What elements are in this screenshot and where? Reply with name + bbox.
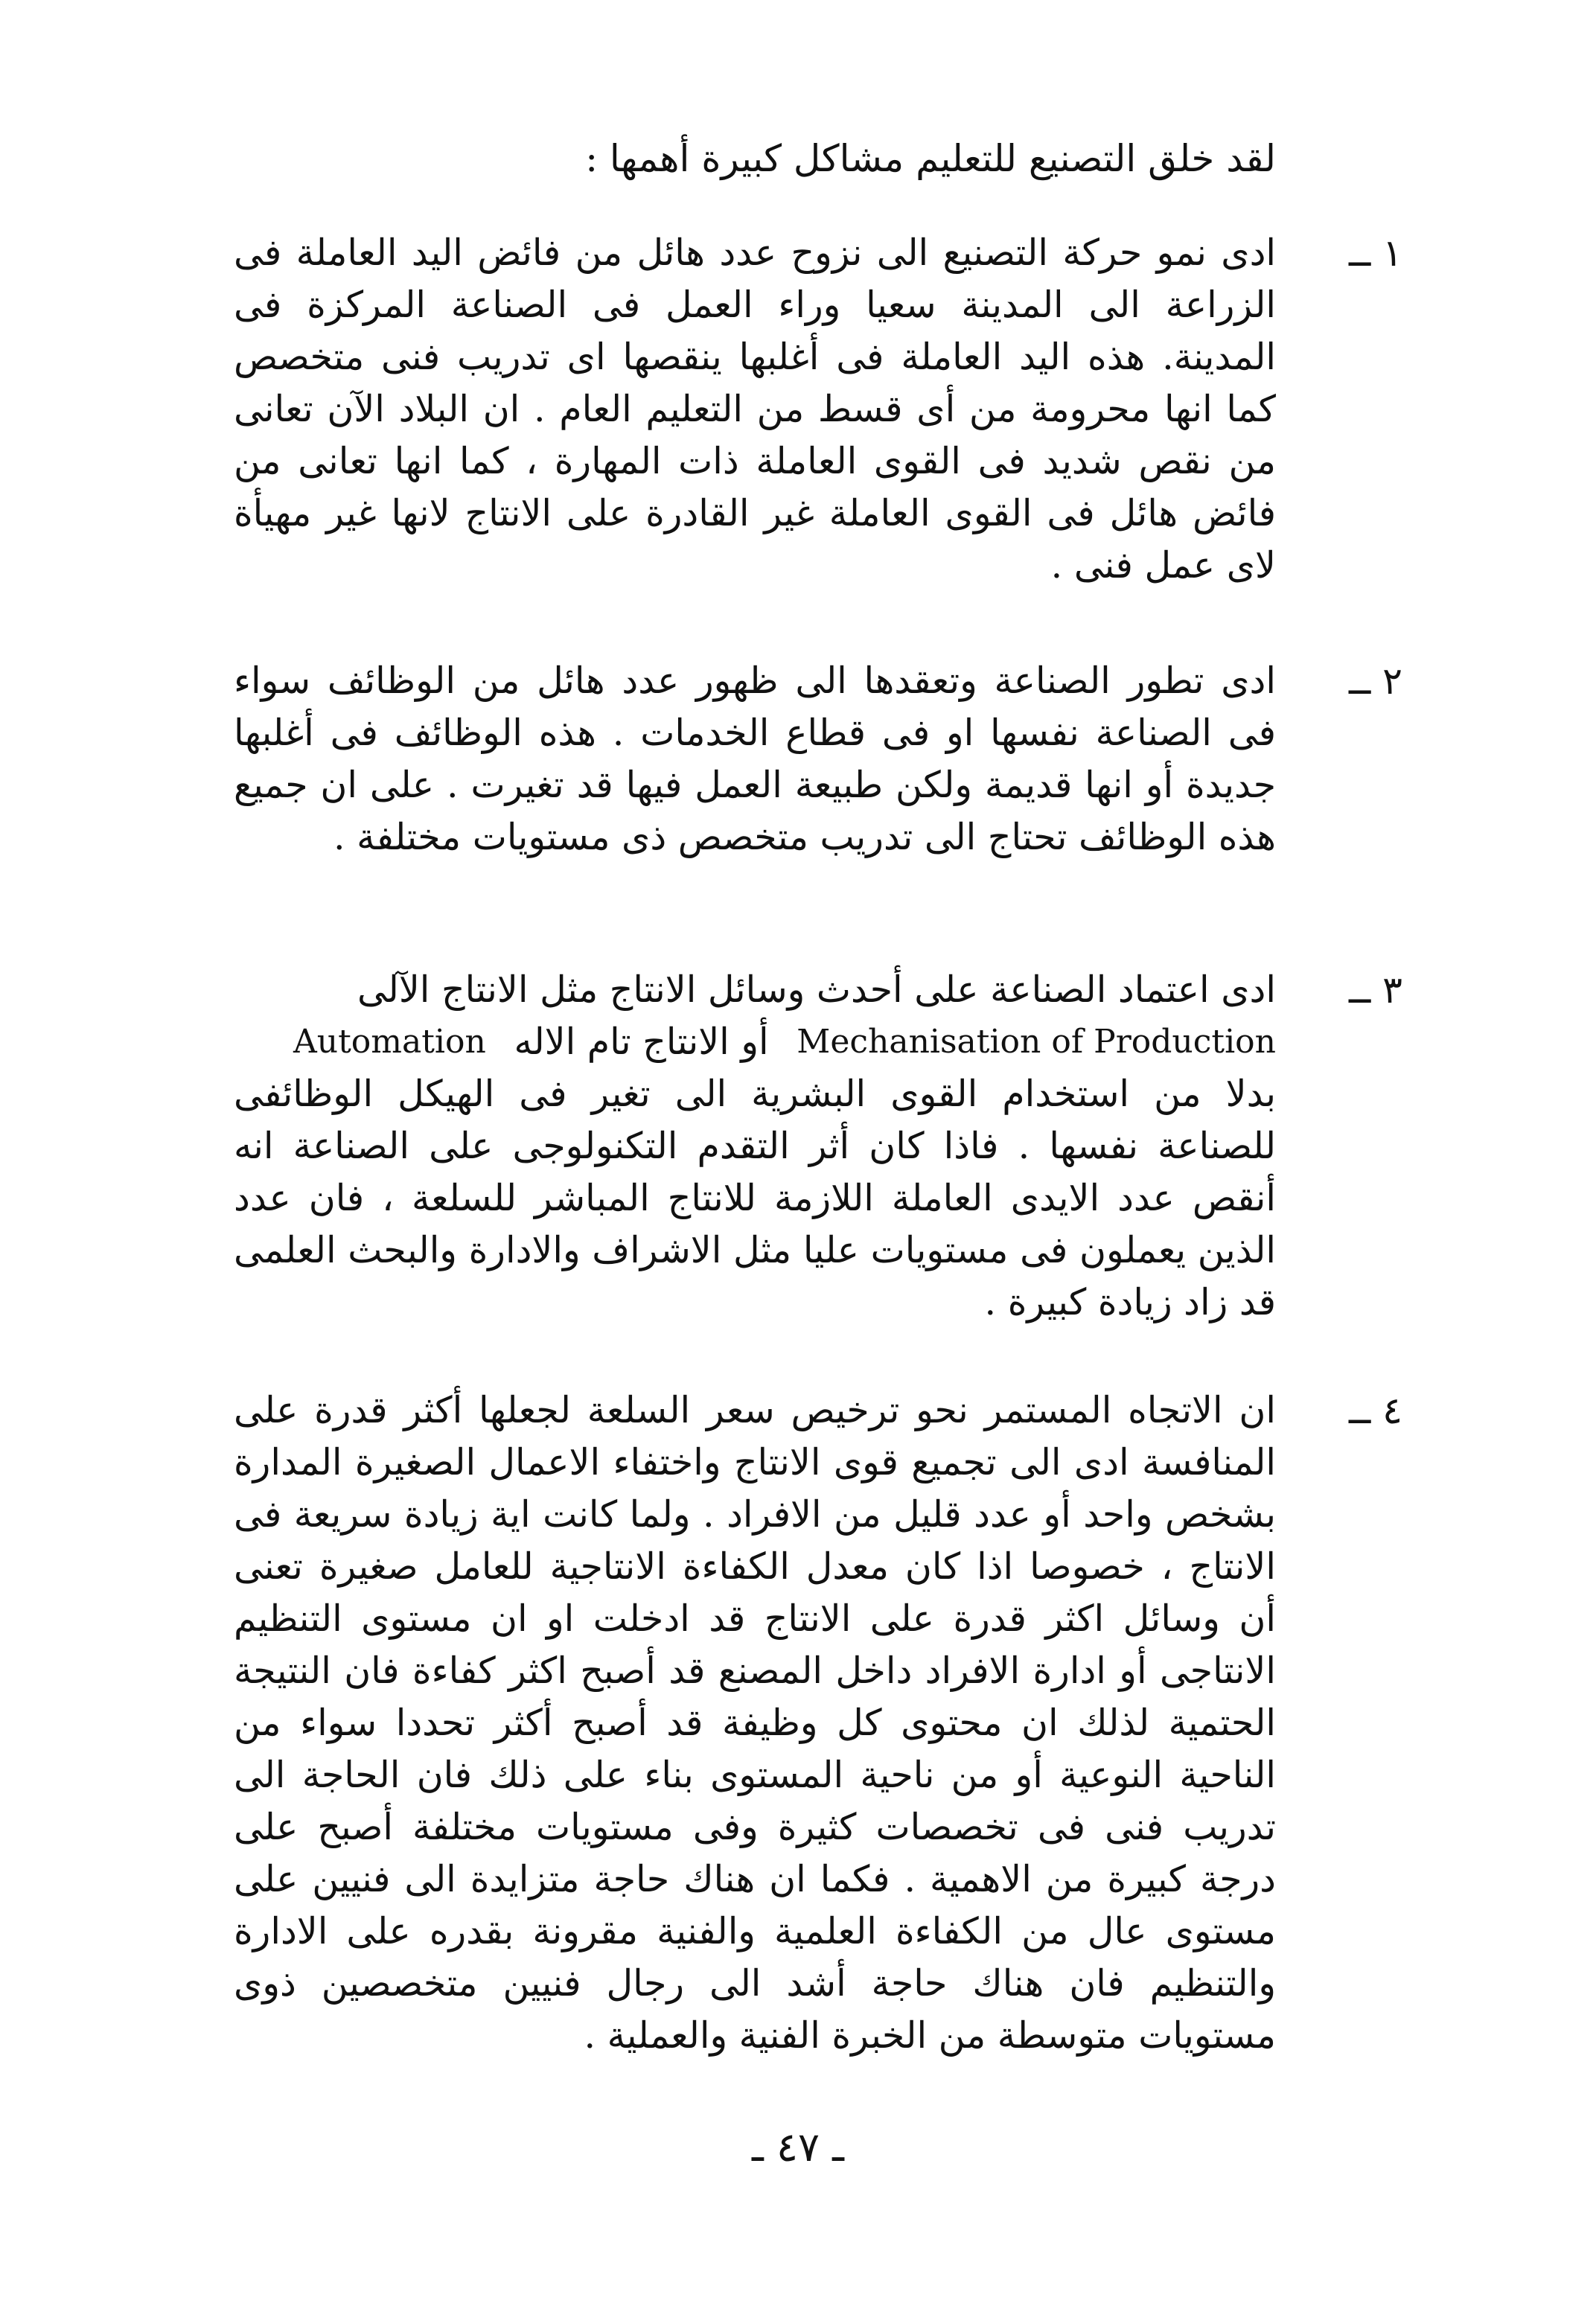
section-number: ٢ ــ [1348,660,1402,703]
intro-line: لقد خلق التصنيع للتعليم مشاكل كبيرة أهمها : [585,137,1276,180]
section-number: ٣ ــ [1348,968,1402,1012]
section-text: ادى تطور الصناعة وتعقدها الى ظهور عدد هائل من الوظائف سواء فى الصناعة نفسها او فى قطاع الخدمات . هذه الوظائف فى أغلبها جديدة أو انها قديمة ولكن طبيعة العمل فيها قد تغيرت . على ان جميع هذه الوظائف تحتاج الى تدريب متخصص ذى مستويات مختلفة . [234,660,1276,858]
page-number: ـ ٤٧ ـ [751,2124,844,2171]
section-text: ان الاتجاه المستمر نحو ترخيص سعر السلعة لجعلها أكثر قدرة على المنافسة ادى الى تجميع قوى الانتاج واختفاء الاعمال الصغيرة المدارة بشخص واحد أو عدد قليل من الافراد . ولما كانت اية زيادة سريعة فى الانتاج ، خصوصا اذا كان معدل الكفاءة الانتاجية للعامل صغيرة تعنى أن وسائل اكثر قدرة على الانتاج قد ادخلت او ان مستوى التنظيم الانتاجى أو ادارة الافراد داخل المصنع قد أصبح اكثر كفاءة فان النتيجة الحتمية لذلك ان محتوى كل وظيفة قد أصبح أكثر تحددا سواء من الناحية النوعية أو من ناحية المستوى بناء على ذلك فان الحاجة الى تدريب فنى فى تخصصات كثيرة وفى مستويات مختلفة أصبح على درجة كبيرة من الاهمية . فكما ان هناك حاجة متزايدة الى فنيين على مستوى عال من الكفاءة العلمية والفنية مقرونة بقدره على الادارة والتنظيم فان هناك حاجة أشد الى رجال فنيين متخصصين ذوى مستويات متوسطة من الخبرة الفنية والعملية . [234,1389,1276,2057]
term-arabic-connector: أو الانتاج تام الاله [514,1021,769,1063]
section-4 [234,1385,1402,2062]
section-2 [234,655,1402,863]
section-number: ٤ ــ [1348,1389,1402,1432]
term-mechanisation: Mechanisation of Production [797,1023,1276,1061]
section-number: ١ ــ [1348,231,1402,275]
section-1 [234,227,1402,592]
terminology-line [293,1016,1276,1068]
section-text-rest: بدلا من استخدام القوى البشرية الى تغير فى الهيكل الوظائفى للصناعة نفسها . فاذا كان أثر التقدم التكنولوجى على الصناعة انه أنقص عدد الايدى العاملة اللازمة للانتاج المباشر للسلعة ، فان عدد الذين يعملون فى مستويات عليا مثل الاشراف والادارة والبحث العلمى قد زاد زيادة كبيرة . [234,1073,1276,1323]
section-text-first-line: ادى اعتماد الصناعة على أحدث وسائل الانتاج مثل الانتاج الآلى [357,968,1276,1011]
term-automation: Automation [293,1023,486,1061]
section-3 [234,964,1402,1329]
section-text: ادى نمو حركة التصنيع الى نزوح عدد هائل من فائض اليد العاملة فى الزراعة الى المدينة سعيا وراء العمل فى الصناعة المركزة فى المدينة. هذه اليد العاملة فى أغلبها ينقصها اى تدريب فنى متخصص كما انها محرومة من أى قسط من التعليم العام . ان البلاد الآن تعانى من نقص شديد فى القوى العاملة ذات المهارة ، كما انها تعانى من فائض هائل فى القوى العاملة غير القادرة على الانتاج لانها غير مهيأة لاى عمل فنى . [234,231,1276,587]
